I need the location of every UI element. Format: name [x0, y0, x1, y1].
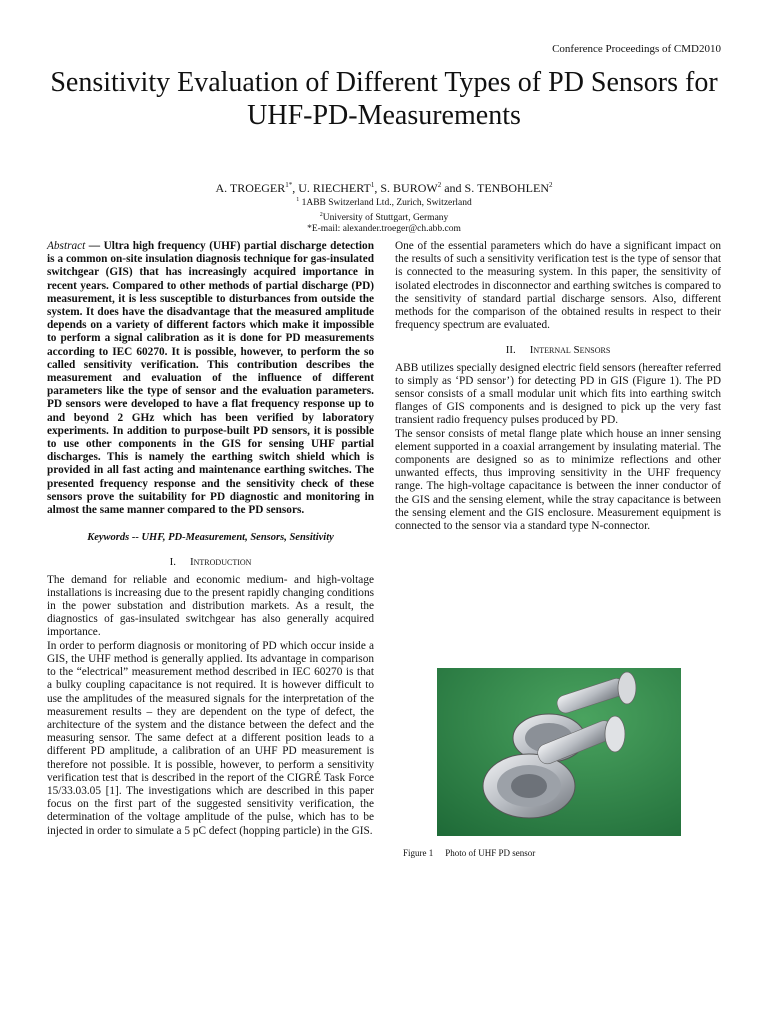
author-name: U. RIECHERT	[298, 181, 371, 195]
author-email: *E-mail: alexander.troeger@ch.abb.com	[307, 224, 461, 235]
figure-uhf-pd-sensor-photo	[437, 668, 681, 836]
abstract-text: Ultra high frequency (UHF) partial discharge detection is a common on-site insulation diagnosis technique for gas-insulated switchgear (GIS) that has increasingly acquired importance in recent years. Compared to other methods of partial discharge (PD) measurement, it is less susceptible to disturbances from outside the system. It does have the disadvantage that the measured amplitude depends on a variety of different factors which make it impossible to perform a signal calibration as it is done for PD measurements according to IEC 60270. It is possible, however, to perform the so called sensitivity verification. This contribution describes the measurement and evaluation of the influence of different parameters like the type of sensor and the evaluation parameters. PD sensors were developed to have a flat frequency response up to and beyond 2 GHz which has been verified by laboratory experiments. In addition to purpose-built PD sensors, it is possible to use other components in the GIS for sensing UHF partial discharges. This is namely the earthing switch shield which is provided in all fast acting and maintenance earthing switches. The presented frequency response and the sensitivity check of these sensors prove the suitability for PD diagnostic and monitoring in almost the same manner compared to the PD sensors.	[47, 240, 374, 517]
figure-number: Figure 1	[403, 848, 434, 858]
author-sup: 1	[370, 181, 375, 189]
author-name: S. BUROW	[380, 181, 438, 195]
section-number: I.	[169, 556, 176, 569]
author-sup: 2	[437, 181, 442, 189]
paragraph: The sensor consists of metal flange plate which house an inner sensing element supported in a coaxial arrangement by insulating material. The components are designed so as to minimize reflections and other unwanted effects, thus improving sensitivity in the UHF frequency range. The high-voltage capacitance is between the inner conductor of the GIS and the sensing element, while the stray capacitance is between the sensing element and the GIS enclosure. Measurement equipment is connected to the sensor via a standard type N-connector.	[395, 427, 721, 533]
author-separator: and	[441, 181, 465, 195]
author-sup: 1*	[285, 181, 293, 189]
section-heading-introduction	[47, 556, 374, 569]
abstract	[47, 240, 374, 517]
abstract-label: Abstract	[47, 240, 86, 252]
affiliation-text: 1ABB Switzerland Ltd., Zurich, Switzerland	[301, 198, 472, 209]
keywords: Keywords -- UHF, PD-Measurement, Sensors, Sensitivity	[87, 532, 334, 544]
paragraph: In order to perform diagnosis or monitoring of PD which occur inside a GIS, the UHF method is generally applied. Its advantage in comparison to the “electrical” measurement method described in IEC 60270 is that a bulky coupling capacitance is not required. It is however difficult to use the amplitudes of the measured signals for the interpretation of the measurement results – they are dependent on the type of defect, the architecture of the system and the distance between the defect and the measuring sensor. The same defect at a different position leads to a different PD amplitude, a calibration of an UHF PD measurement is therefore not possible. It is possible, however, to perform a sensitivity verification test that is described in the report of the CIGRÉ Task Force 15/33.03.05 [1]. The investigations which are described in this paper focus on the first part of the suggested sensitivity verification, the determination of the voltage amplitude of the pulse, which has to be injected in order to simulate a 5 pC defect (hopping particle) in the GIS.	[47, 639, 374, 837]
affiliations	[40, 195, 728, 236]
section-title: Introduction	[189, 556, 252, 569]
paragraph: ABB utilizes specially designed electric field sensors (hereafter referred to simply as ‘PD sensor’) for detecting PD in GIS (Figure 1). The PD sensor consists of a small modular unit which fits into earthing switch flanges of GIS components and is designed to pick up the very fast transient radio frequency pulses produced by PD.	[395, 361, 721, 427]
author-name: A. TROEGER	[215, 181, 286, 195]
affiliation-1	[40, 195, 728, 210]
conference-header: Conference Proceedings of CMD2010	[552, 43, 721, 55]
paper-title: Sensitivity Evaluation of Different Types of PD Sensors for UHF-PD-Measurements	[50, 67, 718, 131]
left-column	[47, 240, 374, 838]
author-name: S. TENBOHLEN	[464, 181, 549, 195]
author-sup: 2	[549, 181, 553, 189]
author-separator: ,	[374, 181, 381, 195]
paragraph: One of the essential parameters which do have a significant impact on the results of such a sensitivity verification test is the type of sensor that is connected to the measuring system. In this paper, the sensitivity of isolated electrodes in disconnector and earthing switches is compared to the sensitivity of standard partial discharge sensors. Also, different methods for the comparison of the obtained results in respect to their frequency spectrum are evaluated.	[395, 240, 721, 332]
right-column-content	[395, 240, 721, 533]
section-heading-internal-sensors	[395, 344, 721, 357]
section-title: Internal Sensors	[529, 344, 611, 357]
figure-caption-text: Photo of UHF PD sensor	[445, 848, 536, 858]
affiliation-sup: 2	[319, 211, 323, 218]
sensor-photo	[437, 668, 681, 836]
affiliation-2	[40, 210, 728, 225]
author-list	[40, 178, 728, 195]
author-separator: ,	[292, 181, 299, 195]
affiliation-sup: 1	[296, 197, 300, 203]
abstract-dash: —	[85, 240, 104, 252]
figure-caption	[403, 848, 535, 858]
affiliation-text: University of Stuttgart, Germany	[322, 212, 449, 223]
paragraph: The demand for reliable and economic medium- and high-voltage installations is increasing due to the present rapidly changing conditions in the power substation and distribution markets. As a result, the diagnostics of gas-insulated switchgear has also generally acquired importance.	[47, 573, 374, 639]
section-number: II.	[505, 344, 516, 357]
